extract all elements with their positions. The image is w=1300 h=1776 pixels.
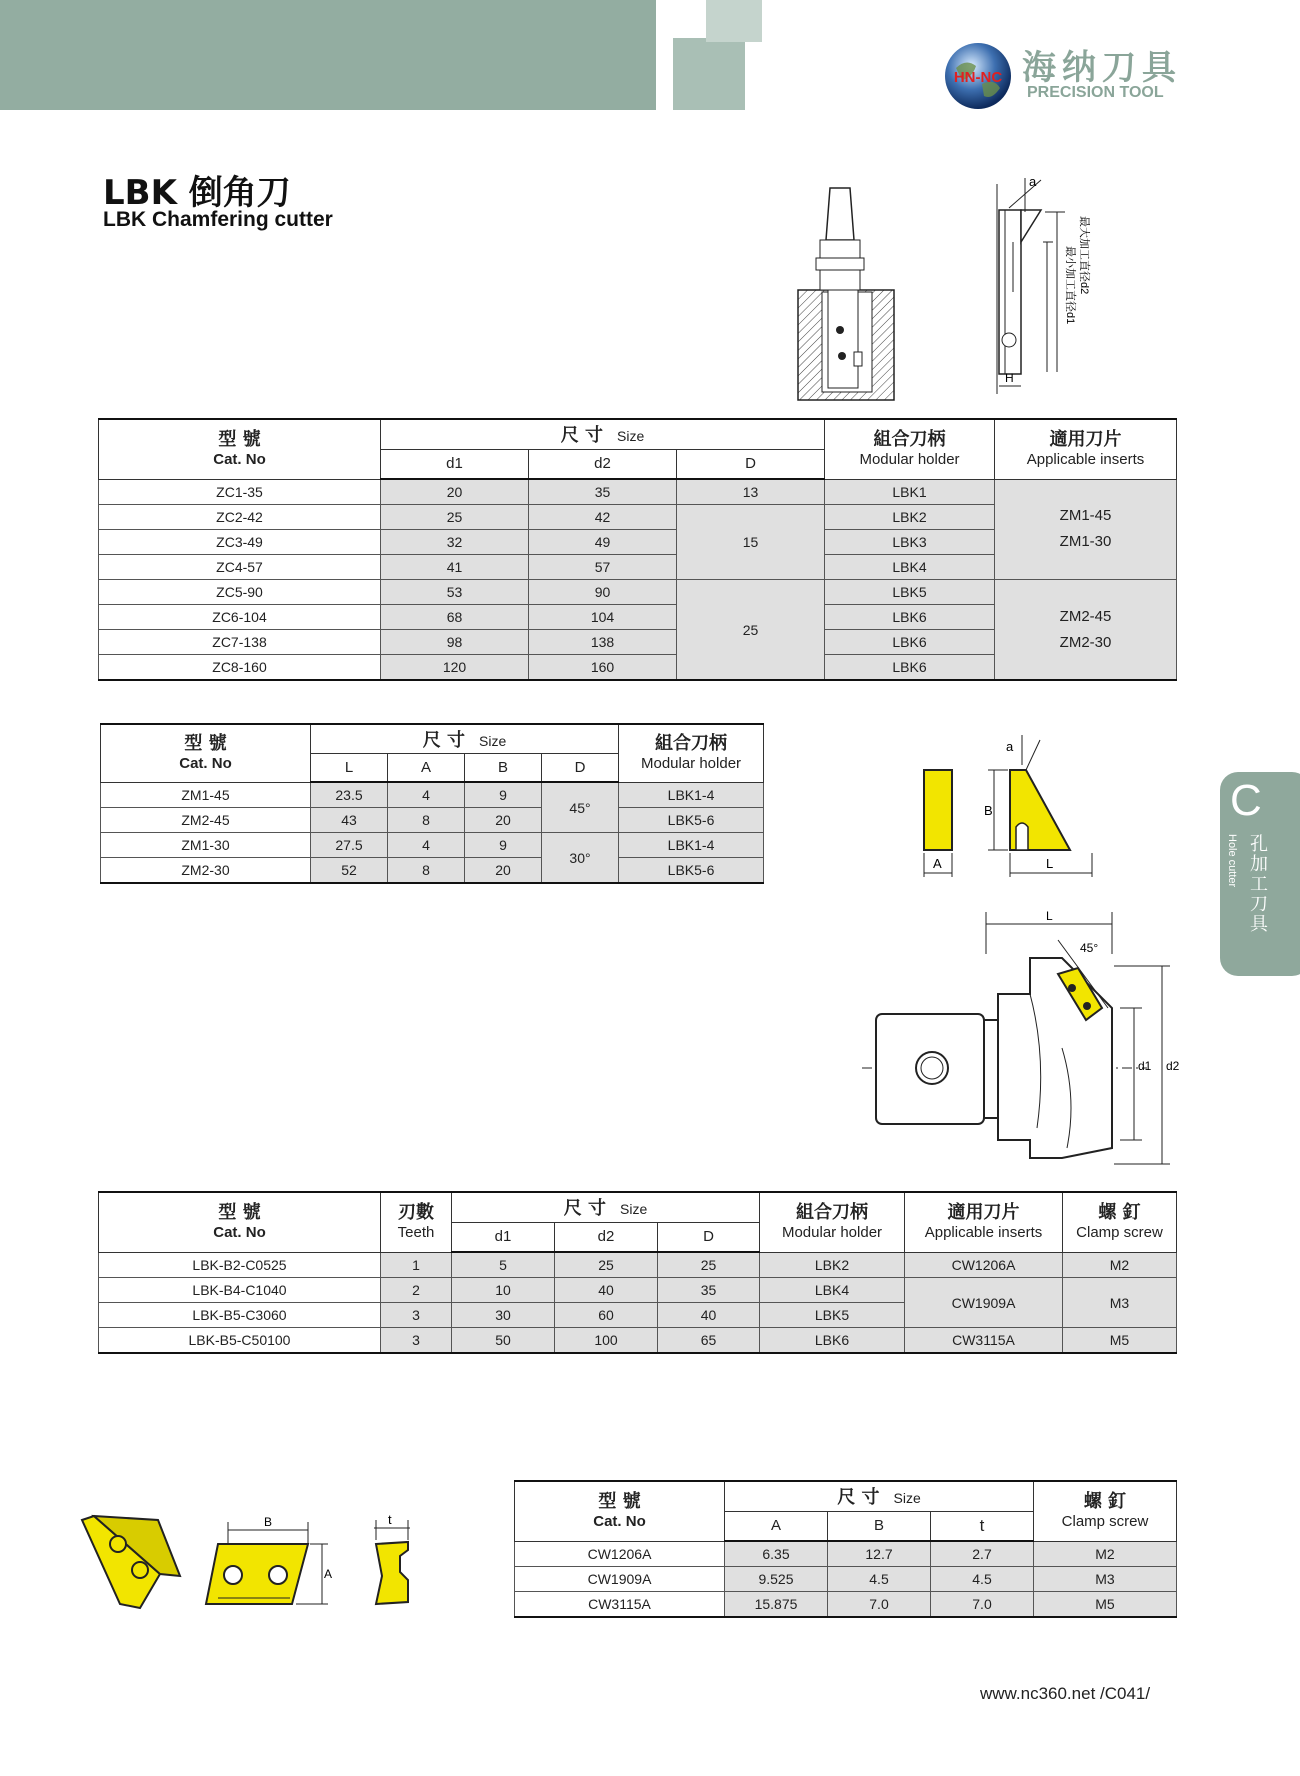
inserts-group-1: ZM1-45 ZM1-30 — [995, 479, 1177, 580]
header-d2: d2 — [555, 1222, 658, 1252]
header-D: D — [658, 1222, 760, 1252]
table-row: ZC4-57 41 57 LBK4 — [99, 555, 1177, 580]
table-row: ZM2-30 52 8 20 LBK5-6 — [101, 858, 764, 884]
header-size: 尺 寸 Size — [725, 1481, 1034, 1511]
side-tab-letter: C — [1230, 776, 1262, 825]
cw-insert-diagram — [78, 1500, 423, 1625]
header-holder: 組合刀柄 Modular holder — [825, 419, 995, 479]
header-teeth: 刃數 Teeth — [381, 1192, 452, 1252]
dim-l-label: L — [1046, 856, 1054, 871]
footer-url: www.nc360.net /C041/ — [980, 1684, 1151, 1703]
min-dia-label: 最小加工直径d1 — [1064, 246, 1076, 325]
table-row: ZC7-138 98 138 LBK6 — [99, 630, 1177, 655]
chamfer-cutter-table — [98, 1191, 1177, 1354]
table-row: CW1909A 9.525 4.5 4.5 M3 — [515, 1567, 1177, 1592]
dim-angle-label: 45° — [1080, 941, 1099, 955]
dim-a-label: a — [1006, 739, 1014, 754]
side-tab-cn: 孔加工刀具 — [1247, 834, 1268, 934]
table-row: ZC2-42 25 42 15 LBK2 — [99, 505, 1177, 530]
table-row: CW3115A 15.875 7.0 7.0 M5 — [515, 1592, 1177, 1618]
table-row: ZC5-90 53 90 25 LBK5 ZM2-45 ZM2-30 — [99, 580, 1177, 605]
header-D: D — [677, 449, 825, 479]
header-D: D — [542, 753, 619, 782]
header-L: L — [311, 753, 388, 782]
table-row: LBK-B4-C1040 2 10 40 35 LBK4 CW1909A M3 — [99, 1278, 1177, 1303]
brand-name-cn: 海纳刀具 — [1022, 48, 1182, 88]
header-t: t — [931, 1511, 1034, 1541]
header-size: 尺 寸 Size — [381, 419, 825, 449]
header-d1: d1 — [452, 1222, 555, 1252]
header-size: 尺 寸 Size — [452, 1192, 760, 1222]
header-cat-no: 型 號 Cat. No — [99, 419, 381, 479]
globe-logo-icon — [942, 40, 1014, 112]
table-row: ZM2-45 43 8 20 LBK5-6 — [101, 808, 764, 833]
page-title-en: LBK Chamfering cutter — [103, 208, 333, 231]
inserts-group-2: ZM2-45 ZM2-30 — [995, 580, 1177, 681]
dim-l-label: L — [1046, 909, 1053, 923]
dim-d2-label: d2 — [1166, 1059, 1180, 1073]
table-row: ZC1-35 20 35 13 LBK1 ZM1-45 ZM1-30 — [99, 479, 1177, 505]
dim-d1-label: d1 — [1138, 1059, 1152, 1073]
insert-spec-table — [100, 723, 764, 884]
side-tab-en: Hole cutter — [1226, 834, 1238, 888]
dim-a-label: A — [324, 1567, 333, 1581]
dim-a-width-label: A — [933, 856, 942, 871]
header-A: A — [388, 753, 465, 782]
cutter-dimension-diagram — [985, 172, 1095, 404]
table-row: LBK-B5-C3060 3 30 60 40 LBK5 — [99, 1303, 1177, 1328]
brand-name-en: PRECISION TOOL — [1027, 84, 1164, 101]
chamfer-cutter-diagram — [862, 908, 1192, 1168]
cw-insert-table — [514, 1480, 1177, 1618]
header-inserts: 適用刀片 Applicable inserts — [995, 419, 1177, 479]
header-holder: 組合刀柄 Modular holder — [619, 724, 764, 782]
table-row: ZC6-104 68 104 LBK6 — [99, 605, 1177, 630]
header-B: B — [465, 753, 542, 782]
cutter-spec-table — [98, 418, 1177, 681]
header-d2: d2 — [529, 449, 677, 479]
header-screw: 螺 釘 Clamp screw — [1063, 1192, 1177, 1252]
header-B: B — [828, 1511, 931, 1541]
banner-square — [673, 38, 745, 110]
header-banner — [0, 0, 656, 110]
table-row: ZC8-160 120 160 LBK6 — [99, 655, 1177, 681]
insert-dimension-diagram — [910, 735, 1100, 885]
banner-square — [706, 0, 762, 42]
dim-h-label: H — [1005, 371, 1014, 385]
table-row: ZM1-30 27.5 4 9 30° LBK1-4 — [101, 833, 764, 858]
header-cat-no: 型 號 Cat. No — [99, 1192, 381, 1252]
header-inserts: 適用刀片 Applicable inserts — [905, 1192, 1063, 1252]
header-A: A — [725, 1511, 828, 1541]
header-size: 尺 寸 Size — [311, 724, 619, 753]
header-cat-no: 型 號 Cat. No — [515, 1481, 725, 1541]
logo-text: HN-NC — [953, 69, 1003, 86]
dim-t-label: t — [388, 1512, 392, 1527]
header-holder: 組合刀柄 Modular holder — [760, 1192, 905, 1252]
dim-b-label: B — [264, 1515, 273, 1529]
table-row: LBK-B5-C50100 3 50 100 65 LBK6 CW3115A M5 — [99, 1328, 1177, 1354]
dim-b-label: B — [984, 803, 993, 818]
table-row: ZC3-49 32 49 LBK3 — [99, 530, 1177, 555]
header-d1: d1 — [381, 449, 529, 479]
cutter-assembly-diagram — [790, 180, 900, 405]
header-screw: 螺 釘 Clamp screw — [1034, 1481, 1177, 1541]
dim-angle-label: a — [1029, 174, 1037, 189]
max-dia-label: 最大加工直径d2 — [1078, 216, 1090, 295]
table-row: ZM1-45 23.5 4 9 45° LBK1-4 — [101, 782, 764, 808]
header-cat-no: 型 號 Cat. No — [101, 724, 311, 782]
page-title-cn: LBK 倒角刀 — [103, 173, 291, 213]
table-row: LBK-B2-C0525 1 5 25 25 LBK2 CW1206A M2 — [99, 1252, 1177, 1278]
table-row: CW1206A 6.35 12.7 2.7 M2 — [515, 1541, 1177, 1567]
